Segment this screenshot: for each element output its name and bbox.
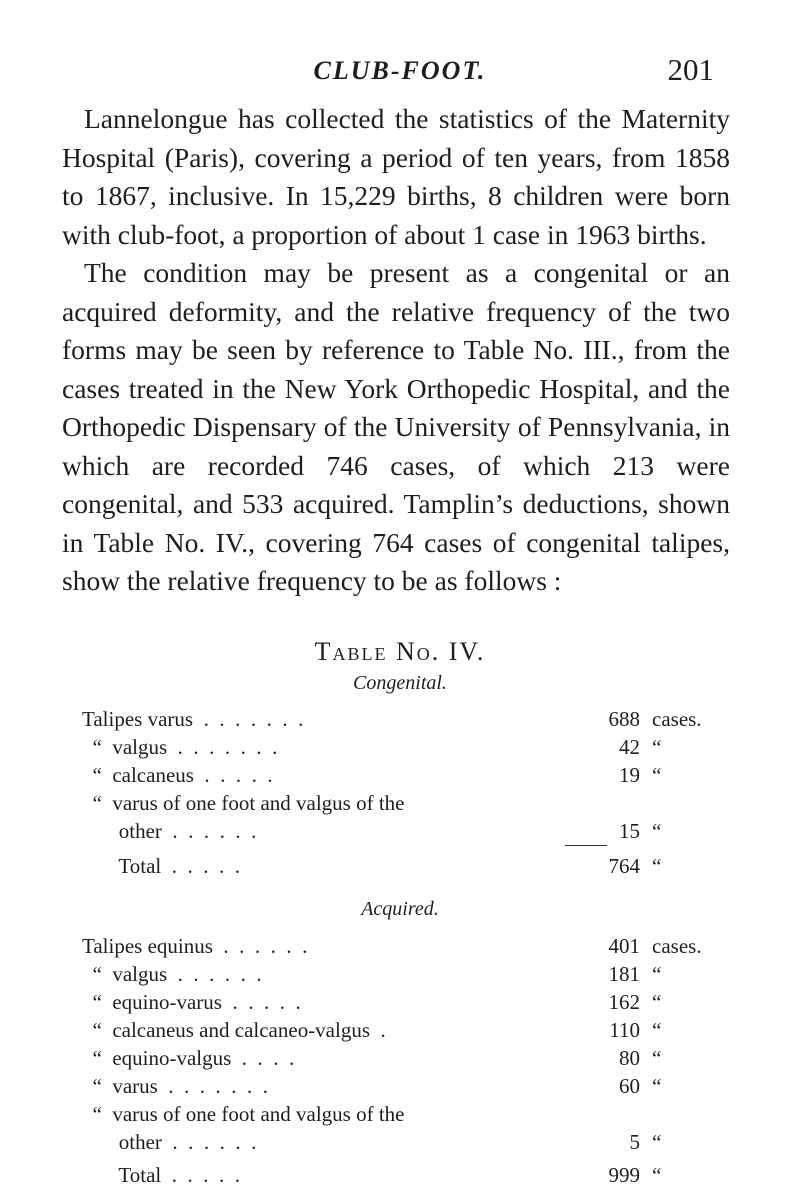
row-unit: “ xyxy=(652,1018,662,1042)
total-unit: “ xyxy=(652,854,662,878)
section-heading-acquired: Acquired. xyxy=(361,898,439,920)
row-unit: “ xyxy=(652,1074,662,1098)
table-row xyxy=(82,1073,722,1099)
row-label: other . . . . . . xyxy=(82,1130,257,1154)
row-value: 401 xyxy=(608,934,640,958)
row-unit: cases. xyxy=(652,707,702,731)
running-header xyxy=(0,48,800,98)
row-value: 60 xyxy=(619,1074,640,1098)
page-number: 201 xyxy=(667,52,714,87)
row-label: “ valgus . . . . . . xyxy=(82,962,262,986)
row-value: 162 xyxy=(608,990,640,1014)
row-value: 15 xyxy=(619,819,640,843)
row-value: 181 xyxy=(608,962,640,986)
total-value: 999 xyxy=(608,1163,640,1187)
row-unit: “ xyxy=(652,1130,662,1154)
row-unit: “ xyxy=(652,819,662,843)
row-label: “ varus of one foot and valgus of the xyxy=(82,791,405,815)
row-unit: “ xyxy=(652,735,662,759)
row-label: other . . . . . . xyxy=(82,819,257,843)
table-title: Table No. IV. xyxy=(314,637,486,666)
row-unit: “ xyxy=(652,990,662,1014)
table-row xyxy=(82,818,722,844)
table-row xyxy=(82,706,722,732)
table-row xyxy=(82,1017,722,1043)
paragraph: The condition may be present as a congenital or an acquired deformity, and the relative frequency of the two forms may be seen by reference to Table No. III., from the cases treated in the New York Orthopedic Hospital, and the Orthopedic Dispensary of the University of Pennsylvania, in which are recorded 746 cases, of which 213 were congenital, and 533 acquired. Tamplin’s deductions, shown in Table No. IV., covering 764 cases of congenital talipes, show the relative frequency to be as follows : xyxy=(62,257,730,596)
total-unit: “ xyxy=(652,1163,662,1187)
row-label: “ varus of one foot and valgus of the xyxy=(82,1102,405,1126)
table-row xyxy=(82,790,722,816)
table-row xyxy=(82,1101,722,1127)
row-label: “ calcaneus and calcaneo-valgus . xyxy=(82,1018,386,1042)
row-label: Talipes equinus . . . . . . xyxy=(82,934,308,958)
row-unit: “ xyxy=(652,763,662,787)
row-label: Talipes varus . . . . . . . xyxy=(82,707,304,731)
table-total-row xyxy=(82,853,722,879)
row-unit: cases. xyxy=(652,934,702,958)
row-value: 5 xyxy=(629,1130,640,1154)
table-row xyxy=(82,762,722,788)
section-heading-congenital: Congenital. xyxy=(353,672,447,694)
row-unit: “ xyxy=(652,1046,662,1070)
running-title: CLUB-FOOT. xyxy=(313,56,487,85)
table-row xyxy=(82,989,722,1015)
table-row xyxy=(82,734,722,760)
row-unit: “ xyxy=(652,962,662,986)
table-row xyxy=(82,961,722,987)
table-row xyxy=(82,1129,722,1155)
total-label: Total . . . . . xyxy=(82,1163,240,1187)
row-value: 110 xyxy=(609,1018,640,1042)
body-text xyxy=(62,100,730,601)
row-label: “ valgus . . . . . . . xyxy=(82,735,278,759)
sum-rule xyxy=(565,845,607,846)
row-label: “ calcaneus . . . . . xyxy=(82,763,273,787)
total-label: Total . . . . . xyxy=(82,854,240,878)
total-value: 764 xyxy=(608,854,640,878)
row-value: 80 xyxy=(619,1046,640,1070)
row-label: “ equino-varus . . . . . xyxy=(82,990,301,1014)
table-row xyxy=(82,933,722,959)
paragraph: Lannelongue has collected the statistics of the Maternity Hospital (Paris), covering a period of ten years, from 1858 to 1867, inclusive. In 15,229 births, 8 children were born with club-foot, a proportion of about 1 case in 1963 births. xyxy=(62,103,730,250)
row-label: “ equino-valgus . . . . xyxy=(82,1046,295,1070)
table-row xyxy=(82,1045,722,1071)
row-value: 42 xyxy=(619,735,640,759)
row-label: “ varus . . . . . . . xyxy=(82,1074,269,1098)
row-value: 688 xyxy=(608,707,640,731)
row-value: 19 xyxy=(619,763,640,787)
table-total-row xyxy=(82,1162,722,1188)
